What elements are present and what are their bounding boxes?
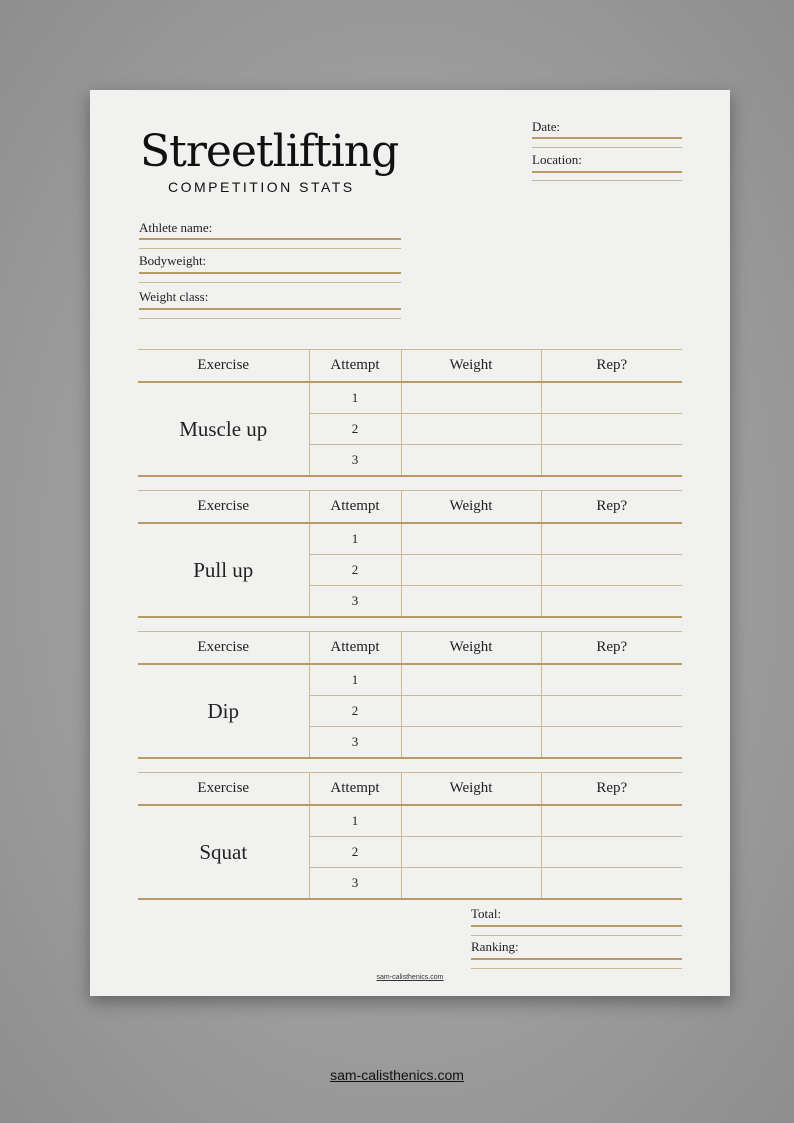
weight-cell[interactable] (401, 868, 541, 900)
weight-cell[interactable] (401, 696, 541, 727)
location-underline (532, 180, 682, 181)
date-underline (532, 147, 682, 148)
total-field[interactable] (471, 925, 682, 927)
rep-cell[interactable] (541, 586, 682, 618)
table-row (138, 523, 682, 555)
weight-cell[interactable] (401, 805, 541, 837)
exercise-name: Squat (138, 805, 309, 899)
table-header-row (138, 773, 682, 806)
rep-cell[interactable] (541, 837, 682, 868)
header-attempt: Attempt (309, 491, 401, 524)
header-attempt: Attempt (309, 773, 401, 806)
rep-cell[interactable] (541, 696, 682, 727)
weight-cell[interactable] (401, 414, 541, 445)
exercise-table-pull-up (138, 490, 682, 618)
header-rep: Rep? (541, 350, 682, 383)
attempt-number: 2 (309, 555, 401, 586)
attempt-number: 3 (309, 445, 401, 477)
attempt-number: 3 (309, 586, 401, 618)
bodyweight-field[interactable] (139, 272, 401, 274)
header-rep: Rep? (541, 632, 682, 665)
header-rep: Rep? (541, 491, 682, 524)
table-row (138, 805, 682, 837)
caption-link[interactable]: sam-calisthenics.com (330, 1067, 464, 1083)
attempt-number: 3 (309, 727, 401, 759)
date-label: Date: (532, 119, 561, 134)
header-attempt: Attempt (309, 350, 401, 383)
ranking-field[interactable] (471, 958, 682, 960)
date-field[interactable] (532, 137, 682, 139)
weight-cell[interactable] (401, 727, 541, 759)
table-row (138, 664, 682, 696)
weight-cell[interactable] (401, 555, 541, 586)
sheet-footer-link[interactable]: sam-calisthenics.com (376, 974, 444, 981)
rep-cell[interactable] (541, 727, 682, 759)
table-header-row (138, 350, 682, 383)
exercise-table-squat (138, 772, 682, 900)
exercise-name: Pull up (138, 523, 309, 617)
weight-cell[interactable] (401, 382, 541, 414)
weight-class-field[interactable] (139, 308, 401, 310)
table-row (138, 382, 682, 414)
rep-cell[interactable] (541, 445, 682, 477)
ranking-label: Ranking: (471, 939, 519, 954)
athlete-name-underline (139, 248, 401, 249)
weight-cell[interactable] (401, 523, 541, 555)
attempt-number: 1 (309, 382, 401, 414)
attempt-number: 2 (309, 414, 401, 445)
header-exercise: Exercise (138, 632, 309, 665)
bodyweight-underline (139, 282, 401, 283)
header-weight: Weight (401, 773, 541, 806)
rep-cell[interactable] (541, 664, 682, 696)
header-exercise: Exercise (138, 491, 309, 524)
exercise-table-dip (138, 631, 682, 759)
worksheet-page (90, 90, 730, 996)
attempt-number: 1 (309, 664, 401, 696)
table-header-row (138, 632, 682, 665)
rep-cell[interactable] (541, 805, 682, 837)
athlete-name-field[interactable] (139, 238, 401, 240)
weight-class-underline (139, 318, 401, 319)
page-title: Streetlifting (140, 126, 399, 177)
table-header-row (138, 491, 682, 524)
weight-cell[interactable] (401, 837, 541, 868)
attempt-number: 1 (309, 523, 401, 555)
weight-class-label: Weight class: (139, 289, 209, 304)
rep-cell[interactable] (541, 868, 682, 900)
header-weight: Weight (401, 491, 541, 524)
exercise-table-muscle-up (138, 349, 682, 477)
attempt-number: 1 (309, 805, 401, 837)
weight-cell[interactable] (401, 586, 541, 618)
location-label: Location: (532, 152, 582, 167)
header-exercise: Exercise (138, 350, 309, 383)
location-field[interactable] (532, 171, 682, 173)
total-label: Total: (471, 906, 502, 921)
rep-cell[interactable] (541, 555, 682, 586)
header-attempt: Attempt (309, 632, 401, 665)
total-underline (471, 935, 682, 936)
header-weight: Weight (401, 350, 541, 383)
header-exercise: Exercise (138, 773, 309, 806)
athlete-name-label: Athlete name: (139, 220, 213, 235)
header-weight: Weight (401, 632, 541, 665)
ranking-underline (471, 968, 682, 969)
attempt-number: 3 (309, 868, 401, 900)
attempt-number: 2 (309, 696, 401, 727)
weight-cell[interactable] (401, 445, 541, 477)
rep-cell[interactable] (541, 382, 682, 414)
attempt-number: 2 (309, 837, 401, 868)
weight-cell[interactable] (401, 664, 541, 696)
bodyweight-label: Bodyweight: (139, 253, 207, 268)
page-subtitle: COMPETITION STATS (168, 179, 355, 195)
header-rep: Rep? (541, 773, 682, 806)
rep-cell[interactable] (541, 523, 682, 555)
exercise-name: Muscle up (138, 382, 309, 476)
rep-cell[interactable] (541, 414, 682, 445)
exercise-name: Dip (138, 664, 309, 758)
